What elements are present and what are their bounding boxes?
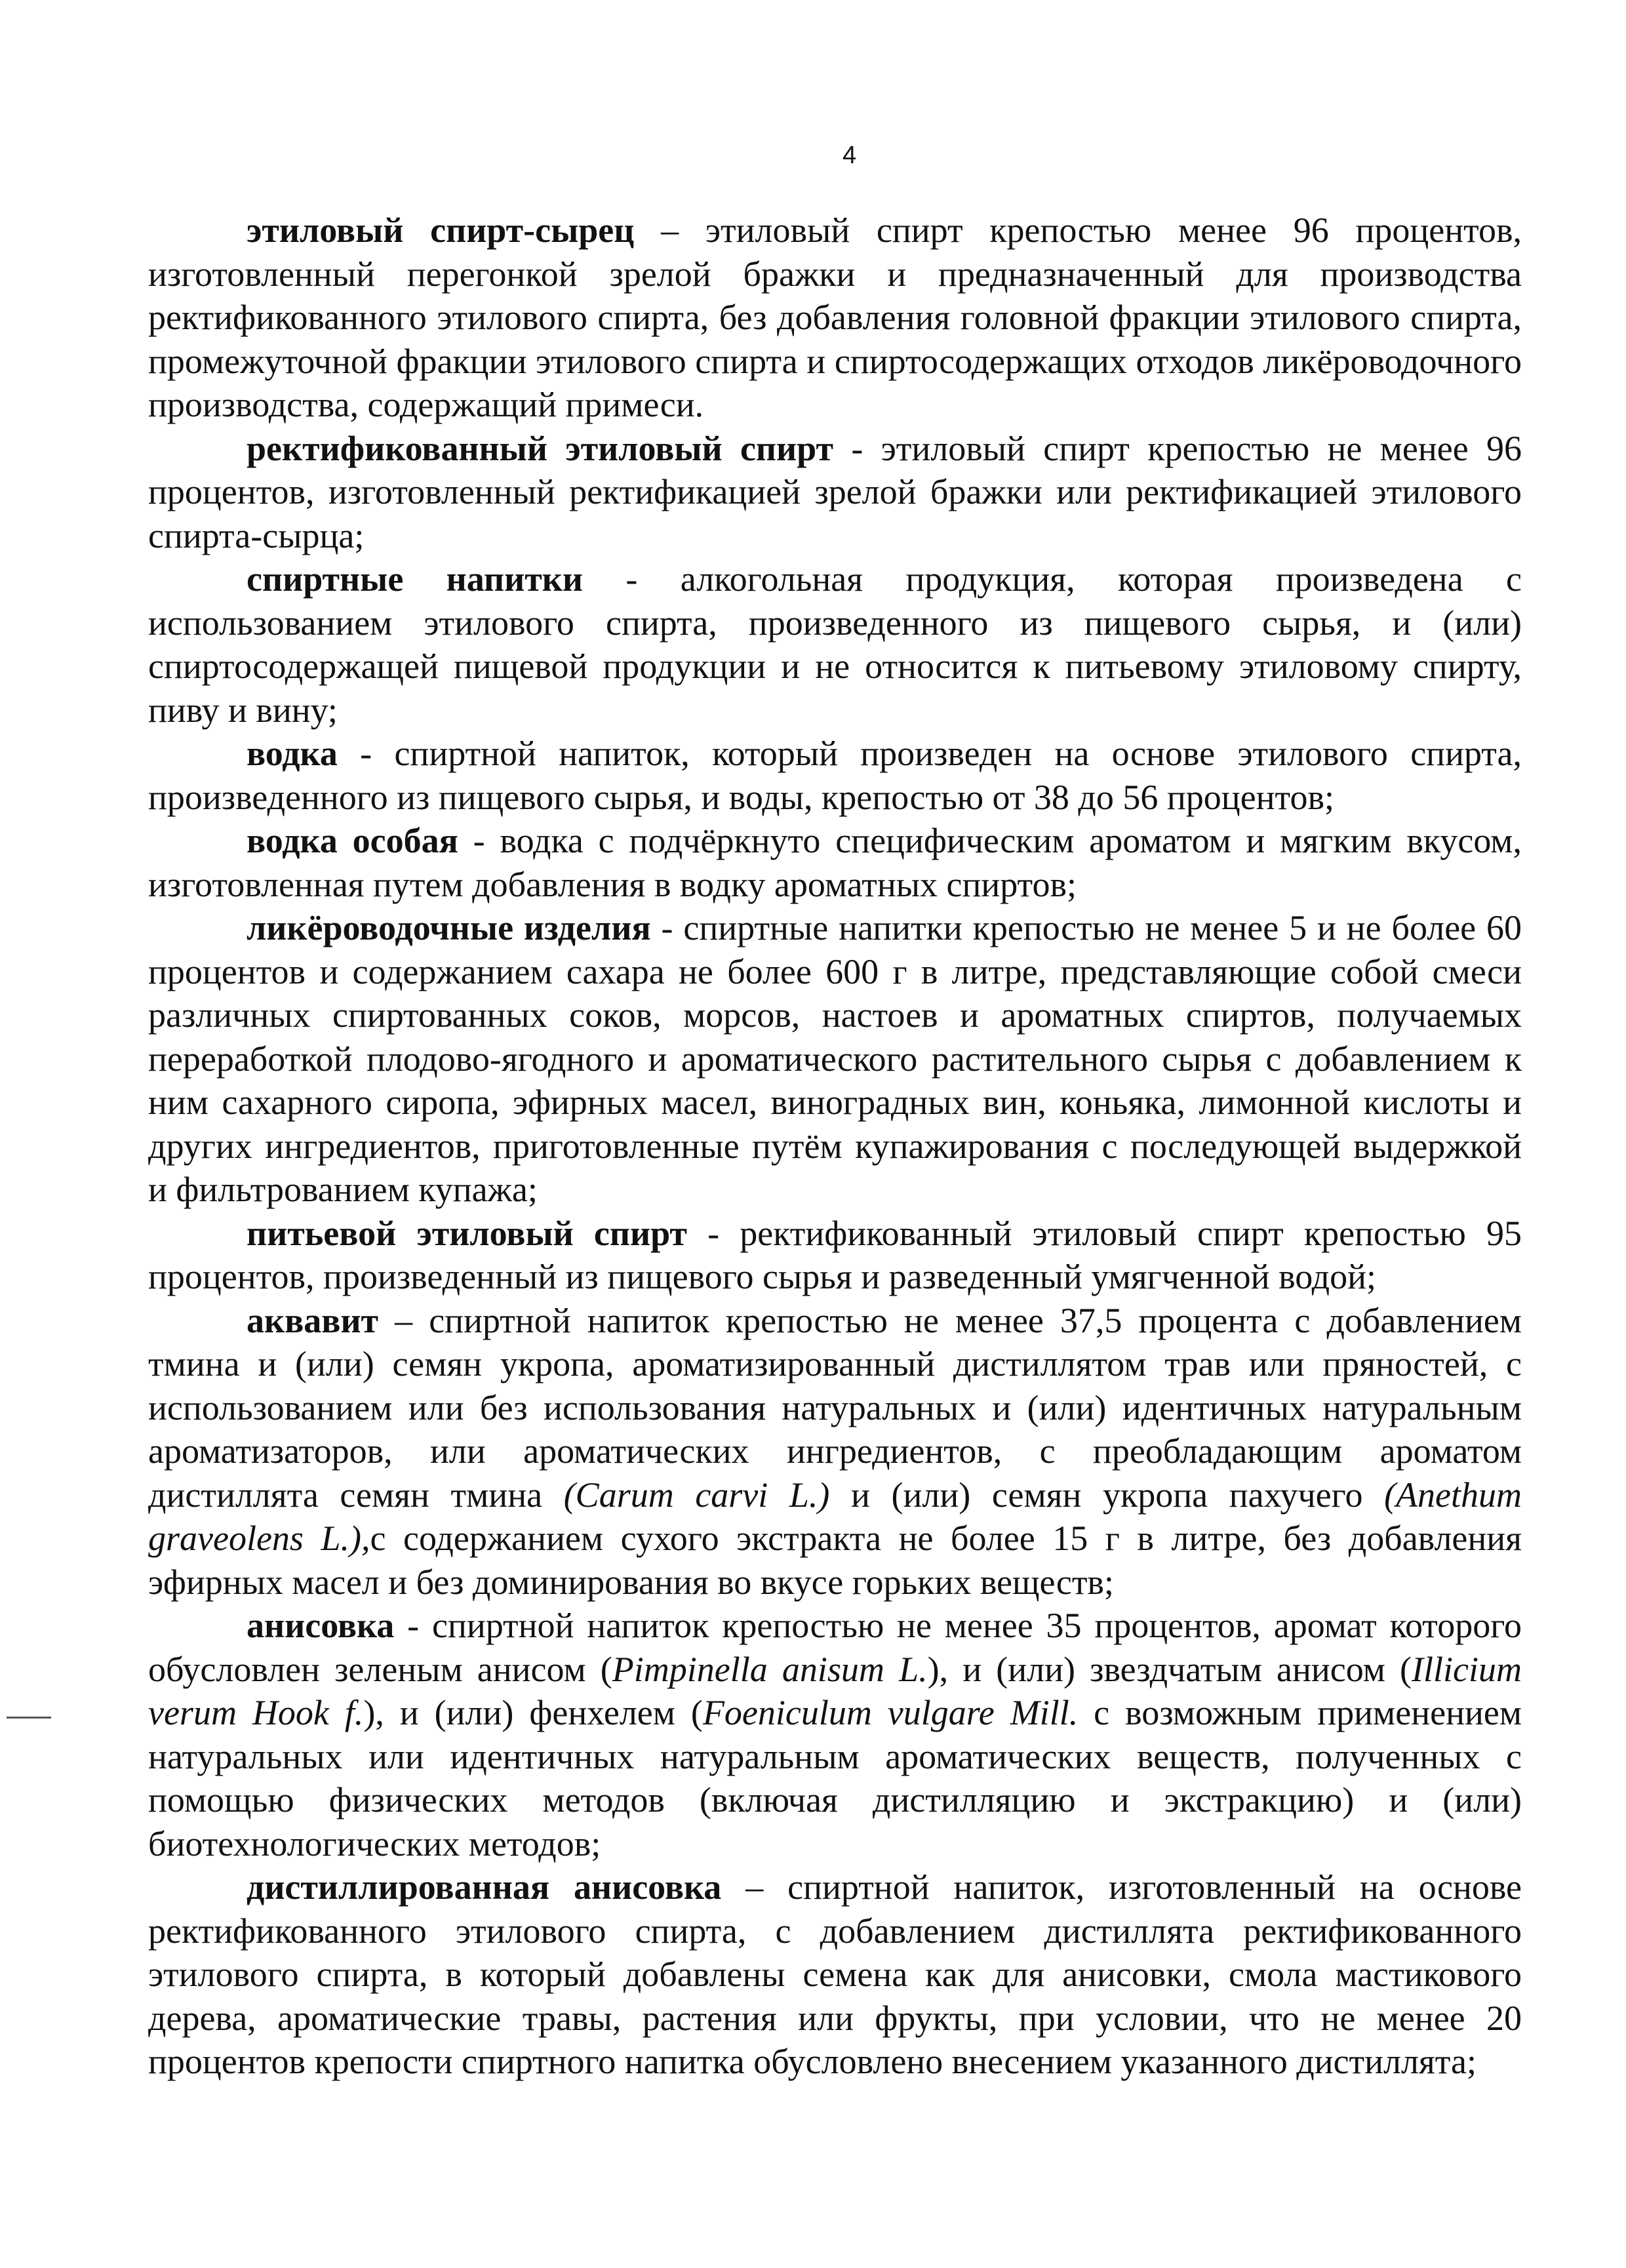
definition-separator: - <box>686 1213 740 1253</box>
botanical-name: (Anethum graveolens L.), <box>148 1475 1522 1558</box>
margin-mark <box>7 1717 51 1719</box>
definition-paragraph <box>148 557 1522 732</box>
definition-paragraph <box>148 1299 1522 1604</box>
definition-term: анисовка <box>247 1606 395 1645</box>
definition-term: ректификованный этиловый спирт <box>247 428 833 468</box>
definition-text: спиртной напиток крепостью не менее 35 процентов, аромат которого обусловлен зеленым анисом ( <box>148 1606 1522 1689</box>
definition-separator: - <box>458 821 500 860</box>
definition-term: аквавит <box>247 1300 379 1340</box>
definition-separator: – <box>378 1300 429 1340</box>
definition-term: дистиллированная анисовка <box>247 1867 722 1907</box>
botanical-name: (Carum carvi L.) <box>563 1475 830 1515</box>
definition-term: питьевой этиловый спирт <box>247 1213 687 1253</box>
definition-term: спиртные напитки <box>247 559 584 599</box>
page-number: 4 <box>843 142 857 169</box>
definition-paragraph <box>148 906 1522 1212</box>
definition-paragraph <box>148 1865 1522 2084</box>
definition-separator: - <box>833 428 881 468</box>
botanical-name: Illicium verum Hook f. <box>148 1649 1522 1732</box>
definition-text: с возможным применением натуральных или идентичных натуральным ароматических веществ, полученных с помощью физических методов (включая дистилляцию и экстракцию) и (или) биотехнологических методов; <box>148 1693 1522 1863</box>
definition-text: спиртной напиток крепостью не менее 37,5 процента с добавлением тмина и (или) семян укропа, ароматизированный дистиллятом трав или пряностей, с использованием или без использования натуральных и (или) идентичных натуральным ароматизаторов, или ароматических ингредиентов, с преобладающим ароматом дистиллята семян тмина <box>148 1300 1522 1515</box>
definition-text: алкогольная продукция, которая произведена с использованием этилового спирта, произведенного из пищевого сырья, и (или) спиртосодержащей пищевой продукции и не относится к питьевому этиловому спирту, пиву и вину; <box>148 559 1522 730</box>
definition-term: водка <box>247 734 338 773</box>
definitions-list <box>148 209 1522 2084</box>
definition-separator: - <box>337 734 395 773</box>
definition-term: водка особая <box>247 821 458 860</box>
definition-text: этиловый спирт крепостью менее 96 процентов, изготовленный перегонкой зрелой бражки и предназначенный для производства ректификованного этилового спирта, без добавления головной фракции этилового спирта, промежуточной фракции этилового спирта и спиртосодержащих отходов ликёроводочного производства, содержащий примеси. <box>148 210 1522 424</box>
definition-paragraph <box>148 1212 1522 1299</box>
definition-separator: – <box>634 210 705 250</box>
botanical-name: Foeniculum vulgare Mill. <box>702 1693 1079 1732</box>
definition-text: спиртные напитки крепостью не менее 5 и не более 60 процентов и содержанием сахара не более 600 г в литре, представляющие собой смеси различных спиртованных соков, морсов, настоев и ароматных спиртов, получаемых переработкой плодово-ягодного и ароматического растительного сырья с добавлением к ним сахарного сиропа, эфирных масел, виноградных вин, коньяка, лимонной кислоты и других ингредиентов, приготовленные путём купажирования с последующей выдержкой и фильтрованием купажа; <box>148 908 1522 1209</box>
botanical-name: Pimpinella anisum L. <box>612 1649 928 1689</box>
definition-separator: - <box>650 908 684 947</box>
definition-separator: - <box>394 1606 432 1645</box>
definition-text: водка с подчёркнуто специфическим ароматом и мягким вкусом, изготовленная путем добавления в водку ароматных спиртов; <box>148 821 1522 904</box>
definition-text: с содержанием сухого экстракта не более 15 г в литре, без добавления эфирных масел и без доминирования во вкусе горьких веществ; <box>148 1519 1522 1602</box>
definition-text: этиловый спирт крепостью не менее 96 процентов, изготовленный ректификацией зрелой бражки или ректификацией этилового спирта-сырца; <box>148 428 1522 555</box>
definition-text: и (или) семян укропа пахучего <box>829 1475 1385 1515</box>
definition-paragraph <box>148 819 1522 906</box>
definition-paragraph <box>148 427 1522 558</box>
definition-separator: – <box>721 1867 788 1907</box>
definition-text: ), и (или) фенхелем ( <box>363 1693 703 1732</box>
definition-paragraph <box>148 732 1522 819</box>
definition-term: этиловый спирт-сырец <box>247 210 635 250</box>
definition-text: ректификованный этиловый спирт крепостью 95 процентов, произведенный из пищевого сырья и разведенный умягченной водой; <box>148 1213 1522 1296</box>
definition-text: спиртной напиток, который произведен на основе этилового спирта, произведенного из пищевого сырья, и воды, крепостью от 38 до 56 процентов; <box>148 734 1522 817</box>
definition-text: ), и (или) звездчатым анисом ( <box>927 1649 1412 1689</box>
definition-separator: - <box>583 559 681 599</box>
definition-paragraph <box>148 209 1522 427</box>
definition-term: ликёроводочные изделия <box>247 908 651 947</box>
definition-text: спиртной напиток, изготовленный на основе ректификованного этилового спирта, с добавлением дистиллята ректификованного этилового спирта, в который добавлены семена как для анисовки, смола мастикового дерева, ароматические травы, растения или фрукты, при условии, что не менее 20 процентов крепости спиртного напитка обусловлено внесением указанного дистиллята; <box>148 1867 1522 2081</box>
definition-paragraph <box>148 1604 1522 1865</box>
